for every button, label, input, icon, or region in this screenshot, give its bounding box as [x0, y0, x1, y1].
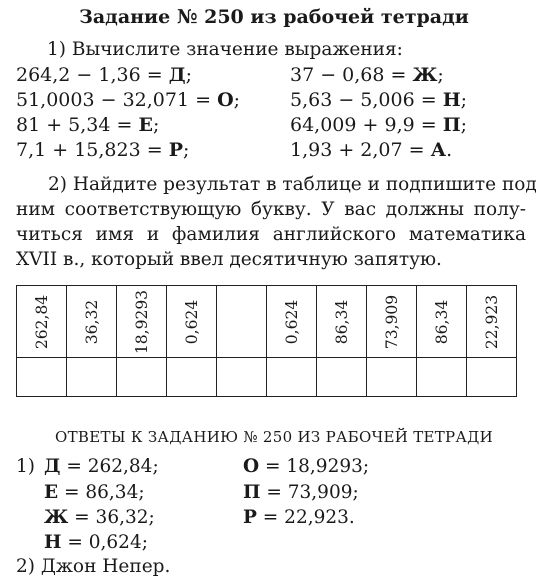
page-title: Задание № 250 из рабочей тетради: [79, 6, 469, 28]
answer-letter: Р: [243, 507, 257, 528]
expr-letter: Е: [138, 114, 153, 136]
task2-paragraph: [48, 172, 537, 197]
answer-value: = 36,32;: [68, 507, 155, 528]
cell-value: 262,84: [32, 294, 51, 349]
expr-letter: А: [430, 139, 447, 161]
expr-r: [16, 139, 189, 161]
expr-end: ;: [185, 64, 193, 86]
cell-value: 22,923: [482, 294, 501, 349]
task1-heading: 1) Вычислите значение выражения:: [47, 39, 403, 60]
task2-line: ним соответствующую букву. У вас должны полу-: [16, 199, 526, 220]
answer-r: [243, 507, 355, 528]
answer-letter: П: [243, 482, 261, 503]
letter-cell: [417, 358, 467, 397]
letter-cell: [167, 358, 217, 397]
cell-value: 0,624: [282, 299, 301, 344]
answer-value: = 0,624;: [61, 532, 148, 553]
cell-value: 73,909: [382, 294, 401, 349]
expr-end: ;: [152, 114, 160, 136]
expr-letter: Ж: [412, 64, 438, 86]
expr-n: [290, 89, 467, 111]
answer-letter: Е: [44, 482, 59, 503]
answer-value: = 86,34;: [58, 482, 145, 503]
answer-letter: Д: [44, 456, 61, 477]
task2-line: 2) Найдите результат в таблице и подпишите под: [48, 174, 537, 195]
letter-cell: [367, 358, 417, 397]
letter-cell: [217, 358, 267, 397]
answer-table: [16, 285, 517, 397]
expr-text: 81 + 5,34 =: [16, 114, 139, 136]
answer-p: [243, 482, 359, 503]
cell-value: 86,34: [332, 299, 351, 344]
expr-text: 37 − 0,68 =: [290, 64, 413, 86]
expr-end: ;: [460, 114, 468, 136]
table-row-letters: [17, 358, 517, 397]
answer-e: [44, 482, 145, 503]
table-cell: [67, 286, 117, 358]
expr-end: ;: [183, 139, 190, 161]
expr-text: 51,0003 − 32,071 =: [16, 89, 218, 111]
answer-o: [243, 456, 369, 477]
answer-letter: О: [243, 456, 260, 477]
expr-text: 5,63 − 5,006 =: [290, 89, 443, 111]
letter-cell: [467, 358, 517, 397]
answer-value: = 22,923.: [256, 507, 355, 528]
expr-text: 64,009 + 9,9 =: [290, 114, 443, 136]
cell-value: 36,32: [82, 299, 101, 344]
expr-zh: [290, 64, 444, 86]
cell-value: 86,34: [432, 299, 451, 344]
table-cell: [417, 286, 467, 358]
cell-value: 0,624: [182, 299, 201, 344]
expr-letter: П: [442, 114, 461, 136]
expr-letter: О: [217, 89, 234, 111]
answer-letter: Ж: [44, 507, 69, 528]
expr-e: [16, 114, 159, 136]
table-cell: [267, 286, 317, 358]
table-cell: [167, 286, 217, 358]
answer-value: = 18,9293;: [259, 456, 370, 477]
answer-zh: [44, 507, 155, 528]
expr-p: [290, 114, 467, 136]
answer-n: [44, 532, 148, 553]
expr-letter: Н: [442, 89, 461, 111]
cell-value: 18,9293: [132, 289, 151, 354]
letter-cell: [267, 358, 317, 397]
answers-title: ОТВЕТЫ К ЗАДАНИЮ № 250 ИЗ РАБОЧЕЙ ТЕТРАДИ: [55, 428, 493, 446]
expr-letter: Р: [168, 139, 183, 161]
answer-value: = 73,909;: [260, 482, 359, 503]
table-cell: [117, 286, 167, 358]
task2-line: XVII в., который ввел десятичную запятую.: [16, 249, 442, 270]
expr-text: 264,2 − 1,36 =: [16, 64, 169, 86]
expr-end: ;: [460, 89, 468, 111]
expr-d: [16, 64, 192, 86]
expr-end: ;: [233, 89, 241, 111]
answer-d: [44, 456, 159, 477]
expr-a: [290, 139, 452, 161]
answer-value: = 262,84;: [60, 456, 159, 477]
table-cell: [467, 286, 517, 358]
expr-o: [16, 89, 240, 111]
expr-letter: Д: [168, 64, 186, 86]
expr-end: .: [446, 139, 453, 161]
expr-text: 1,93 + 2,07 =: [290, 139, 431, 161]
letter-cell: [17, 358, 67, 397]
letter-cell: [117, 358, 167, 397]
answers-part2: 2) Джон Непер.: [16, 556, 171, 577]
letter-cell: [67, 358, 117, 397]
letter-cell: [317, 358, 367, 397]
task2-line: читься имя и фамилия английского математика: [16, 224, 526, 245]
answer-letter: Н: [44, 532, 62, 553]
table-cell: [317, 286, 367, 358]
answers-part1-prefix: 1): [16, 456, 35, 477]
table-cell: [367, 286, 417, 358]
table-cell: [217, 286, 267, 358]
table-cell: [17, 286, 67, 358]
expr-text: 7,1 + 15,823 =: [16, 139, 169, 161]
table-row-values: [17, 286, 517, 358]
expr-end: ;: [437, 64, 444, 86]
